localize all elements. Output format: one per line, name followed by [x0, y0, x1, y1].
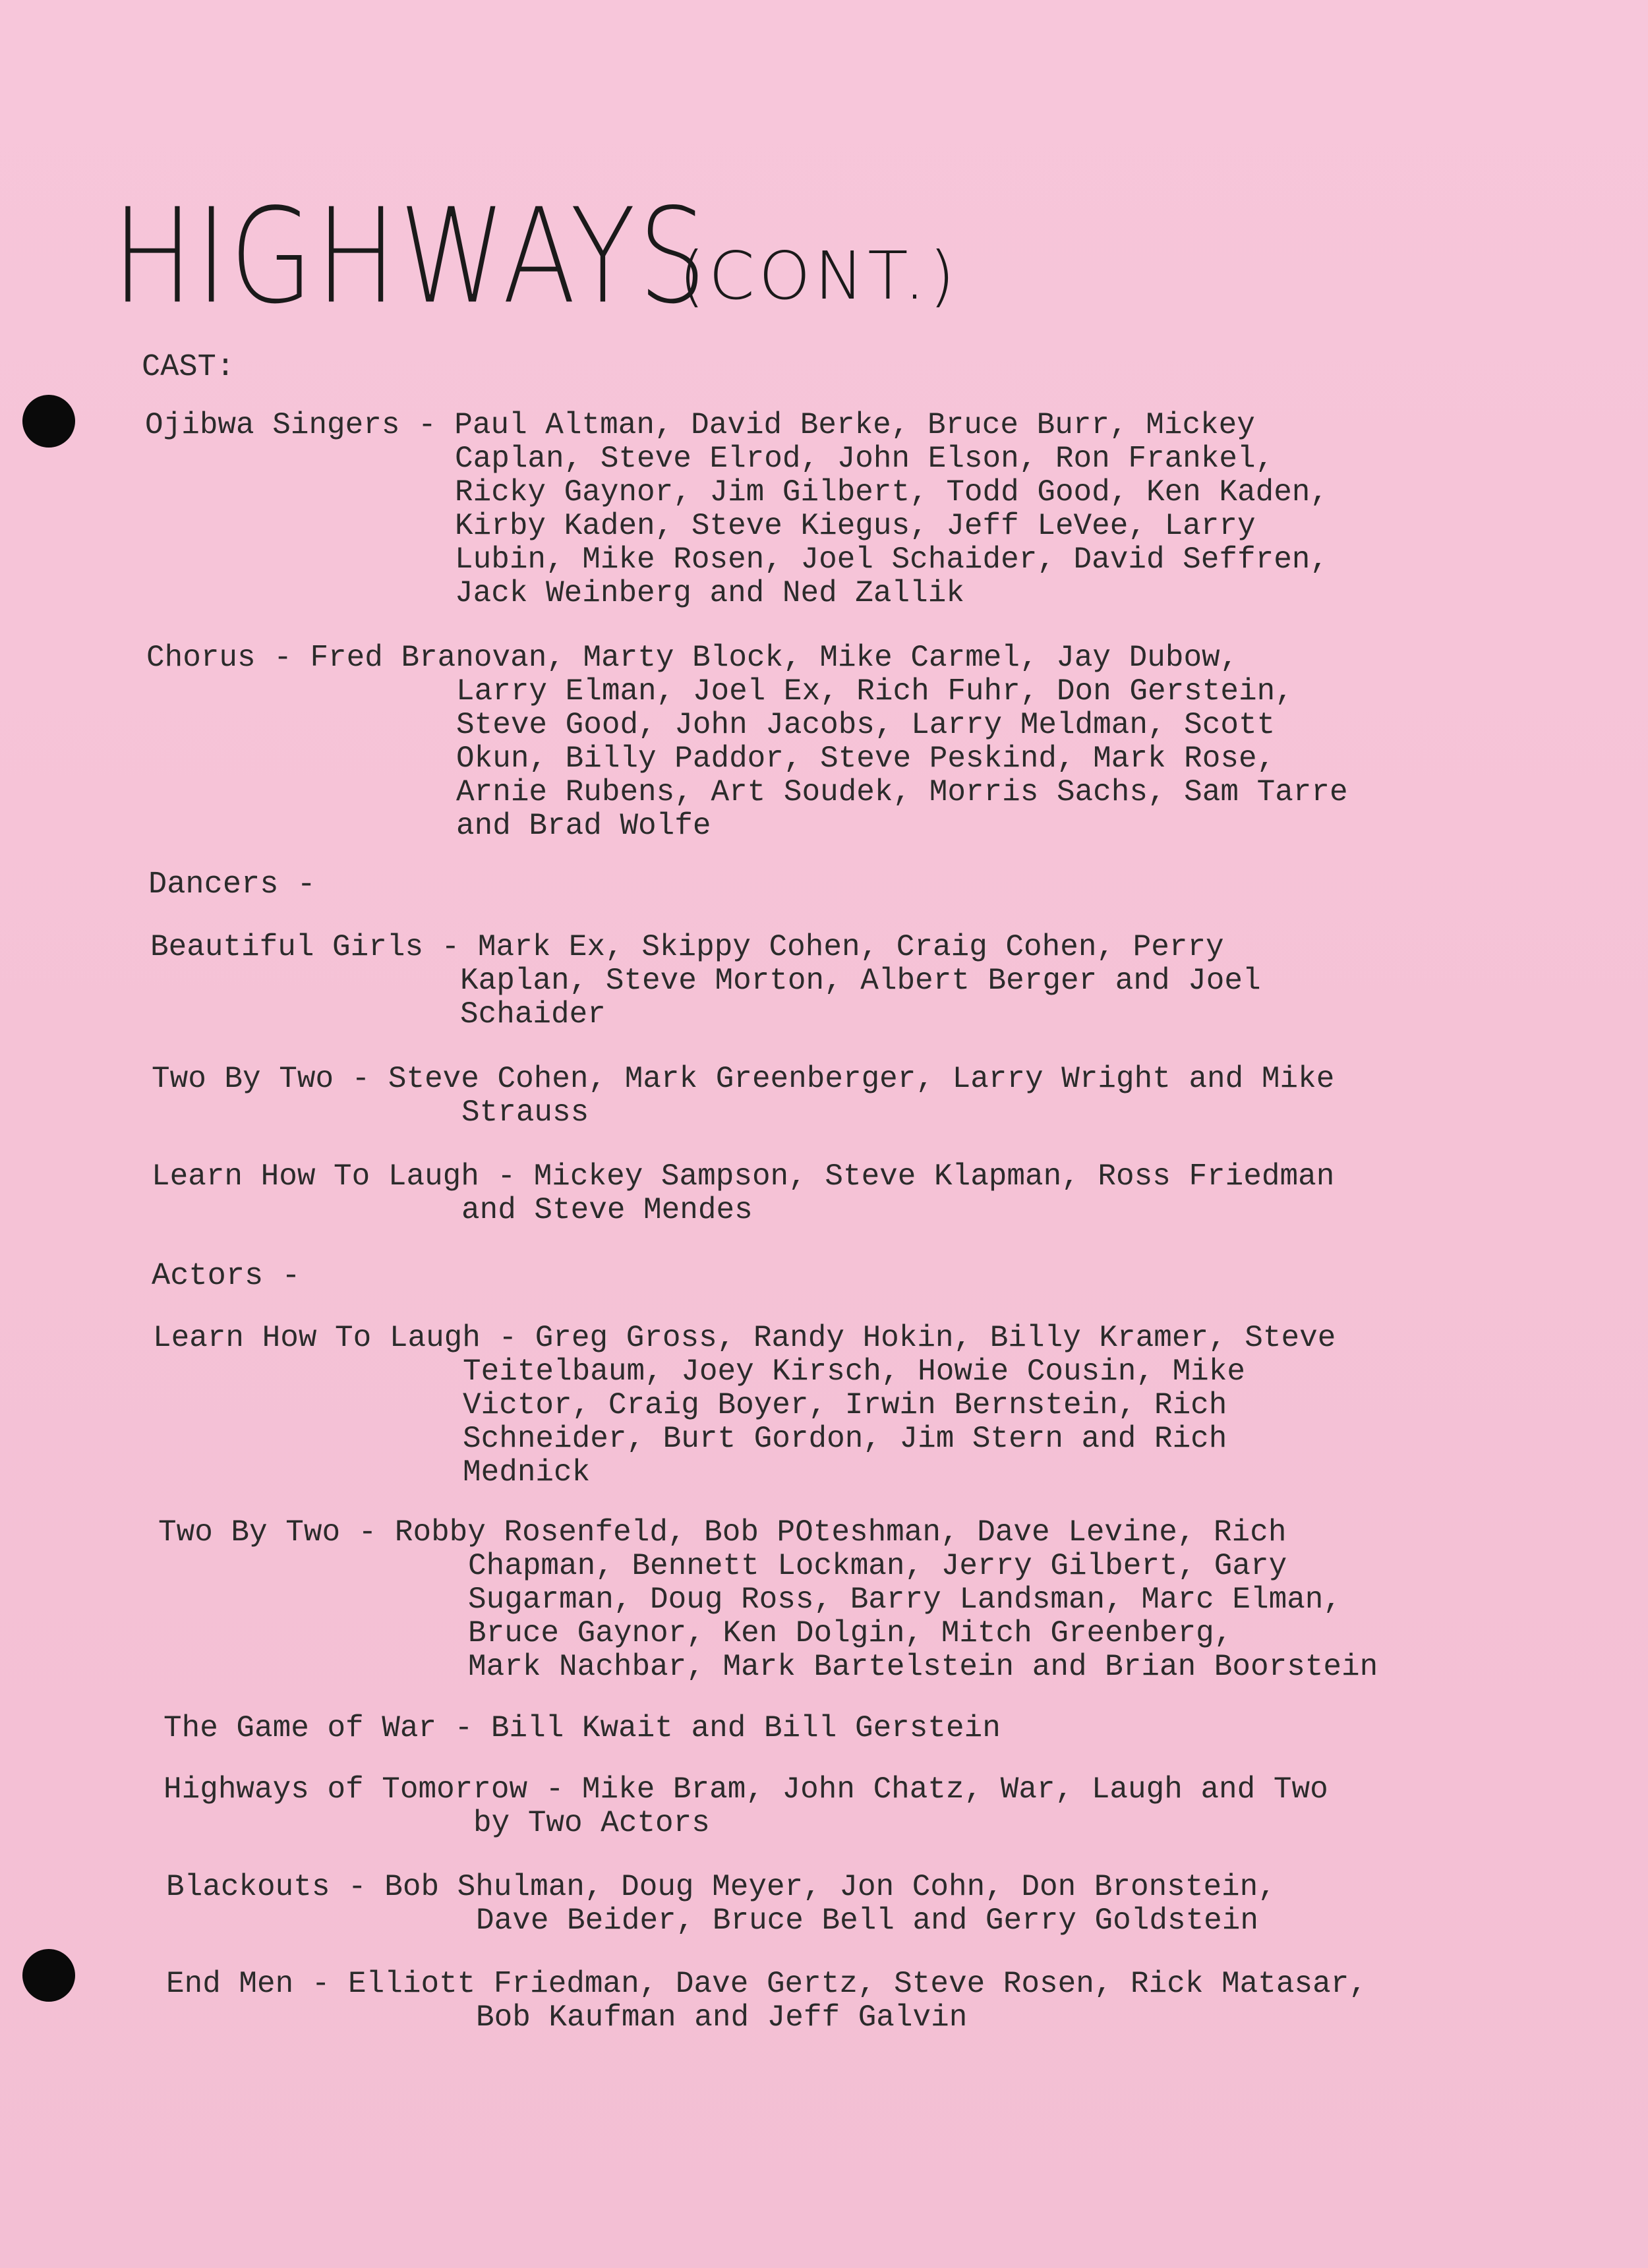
- section-line: Ojibwa Singers - Paul Altman, David Berke, Bruce Burr, Mickey: [145, 408, 1255, 442]
- section-learn-laugh-actors: [153, 1322, 1336, 1490]
- section-line: and Steve Mendes: [461, 1193, 753, 1227]
- section-chorus: [146, 641, 1348, 843]
- section-line: Kirby Kaden, Steve Kiegus, Jeff LeVee, Larry: [455, 509, 1256, 543]
- section-highways-of-tomorrow: [163, 1773, 1328, 1840]
- section-line: Blackouts - Bob Shulman, Doug Meyer, Jon Cohn, Don Bronstein,: [166, 1870, 1276, 1904]
- section-blackouts: [166, 1871, 1276, 1938]
- section-line: and Brad Wolfe: [456, 809, 711, 843]
- section-line: Two By Two - Steve Cohen, Mark Greenberger, Larry Wright and Mike: [152, 1062, 1335, 1096]
- section-line: Chorus - Fred Branovan, Marty Block, Mike Carmel, Jay Dubow,: [146, 641, 1239, 675]
- section-line: End Men - Elliott Friedman, Dave Gertz, Steve Rosen, Rick Matasar,: [166, 1967, 1367, 2001]
- section-line: Arnie Rubens, Art Soudek, Morris Sachs, Sam Tarre: [456, 775, 1348, 809]
- section-line: Chapman, Bennett Lockman, Jerry Gilbert, Gary: [468, 1549, 1287, 1583]
- title-suffix: (CONT.): [679, 237, 959, 314]
- section-line: Beautiful Girls - Mark Ex, Skippy Cohen, Craig Cohen, Perry: [150, 930, 1224, 964]
- section-line: Dave Beider, Bruce Bell and Gerry Goldstein: [476, 1904, 1258, 1938]
- section-line: Teitelbaum, Joey Kirsch, Howie Cousin, Mike: [463, 1354, 1245, 1389]
- section-learn-laugh-dancers: [152, 1160, 1334, 1227]
- section-line: Bob Kaufman and Jeff Galvin: [476, 2000, 968, 2035]
- section-line: by Two Actors: [473, 1806, 710, 1840]
- section-line: Mednick: [463, 1455, 591, 1490]
- section-line: Highways of Tomorrow - Mike Bram, John Chatz, War, Laugh and Two: [163, 1772, 1328, 1807]
- section-two-by-two-dancers: [152, 1062, 1334, 1130]
- section-game-of-war: [163, 1712, 1001, 1745]
- title-main: HIGHWAYS: [112, 180, 709, 334]
- section-line: Lubin, Mike Rosen, Joel Schaider, David Seffren,: [455, 542, 1329, 577]
- section-line: Sugarman, Doug Ross, Barry Landsman, Marc Elman,: [468, 1583, 1342, 1617]
- section-line: Steve Good, John Jacobs, Larry Meldman, Scott: [456, 708, 1276, 742]
- section-line: Caplan, Steve Elrod, John Elson, Ron Frankel,: [455, 442, 1274, 476]
- section-ojibwa-singers: [145, 409, 1328, 610]
- page-title: [112, 180, 959, 334]
- punch-hole-top: [22, 395, 75, 448]
- section-line: Learn How To Laugh - Mickey Sampson, Steve Klapman, Ross Friedman: [152, 1159, 1335, 1194]
- section-line: Bruce Gaynor, Ken Dolgin, Mitch Greenberg,: [468, 1616, 1233, 1650]
- section-line: Jack Weinberg and Ned Zallik: [455, 576, 964, 610]
- punch-hole-bottom: [22, 1949, 75, 2002]
- section-line: Okun, Billy Paddor, Steve Peskind, Mark Rose,: [456, 741, 1276, 776]
- section-line: Victor, Craig Boyer, Irwin Bernstein, Rich: [463, 1388, 1227, 1422]
- section-two-by-two-actors: [158, 1516, 1378, 1684]
- section-line: Ricky Gaynor, Jim Gilbert, Todd Good, Ken Kaden,: [455, 475, 1329, 509]
- section-beautiful-girls: [150, 931, 1261, 1032]
- section-line: Schaider: [460, 997, 606, 1032]
- section-line: Mark Nachbar, Mark Bartelstein and Brian Boorstein: [468, 1650, 1378, 1684]
- section-end-men: [166, 1967, 1367, 2035]
- section-line: Two By Two - Robby Rosenfeld, Bob POteshman, Dave Levine, Rich: [158, 1515, 1287, 1550]
- cast-label: CAST:: [142, 350, 235, 385]
- section-line: Schneider, Burt Gordon, Jim Stern and Rich: [463, 1422, 1227, 1456]
- section-line: The Game of War - Bill Kwait and Bill Gerstein: [163, 1711, 1001, 1745]
- section-line: Learn How To Laugh - Greg Gross, Randy Hokin, Billy Kramer, Steve: [153, 1321, 1336, 1355]
- section-line: Kaplan, Steve Morton, Albert Berger and Joel: [460, 964, 1261, 998]
- dancers-label: Dancers -: [148, 867, 316, 902]
- section-line: Strauss: [461, 1095, 589, 1130]
- actors-label: Actors -: [152, 1259, 301, 1294]
- section-line: Larry Elman, Joel Ex, Rich Fuhr, Don Gerstein,: [456, 674, 1293, 709]
